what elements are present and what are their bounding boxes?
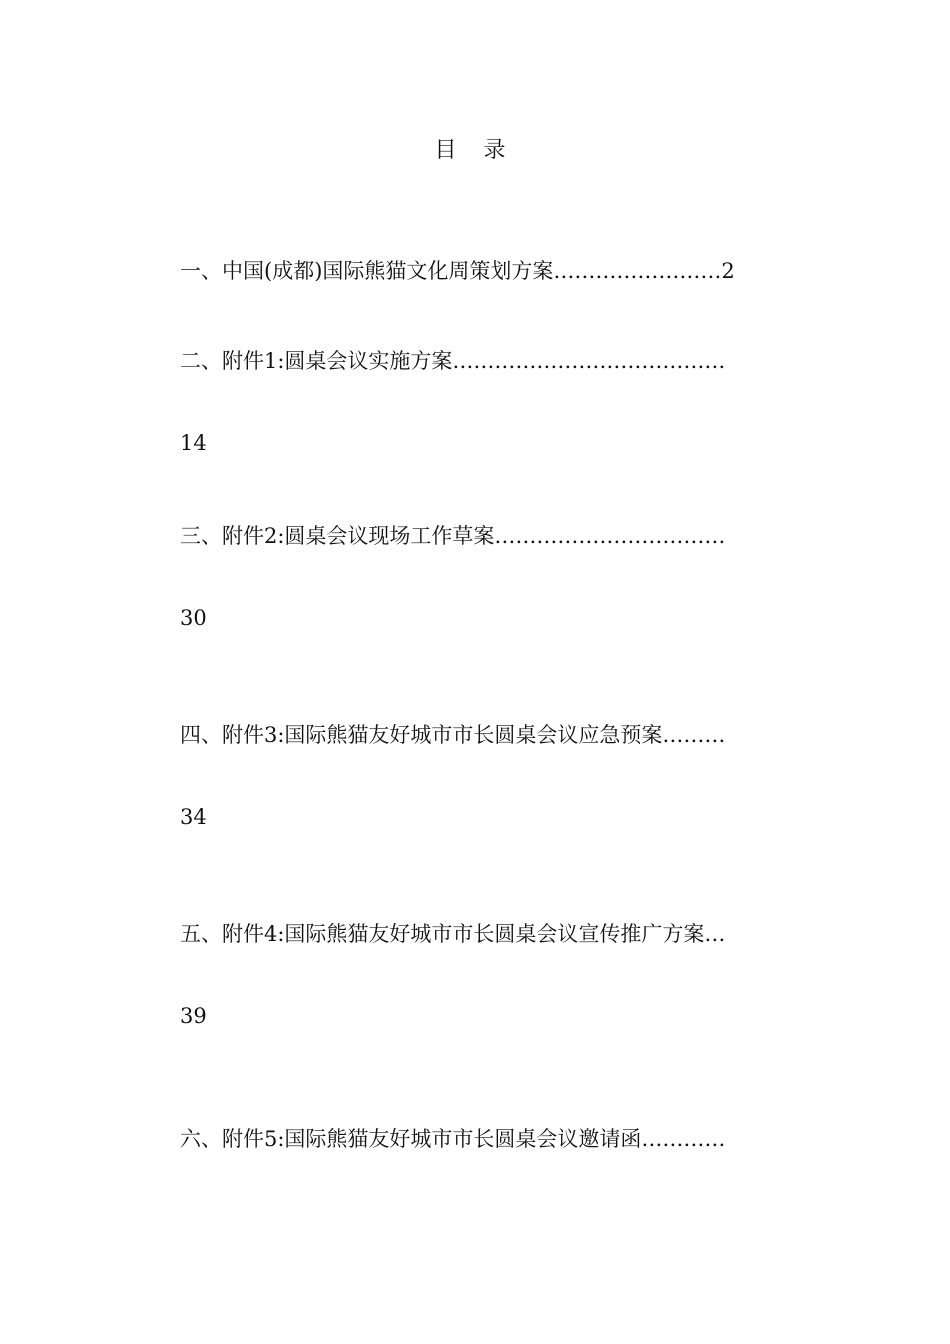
toc-entry-1: 一、中国(成都)国际熊猫文化周策划方案……………………2 <box>180 259 735 283</box>
toc-entry-5: 五、附件4:国际熊猫友好城市市长圆桌会议宣传推广方案… <box>180 922 726 946</box>
toc-entry-3: 三、附件2:圆桌会议现场工作草案…………………………… <box>180 524 726 548</box>
toc-entry-3-page: 30 <box>180 606 207 630</box>
toc-entry-2-page: 14 <box>180 431 207 455</box>
toc-entry-4-page: 34 <box>180 805 207 829</box>
toc-title: 目 录 <box>434 138 516 163</box>
toc-entry-2: 二、附件1:圆桌会议实施方案………………………………… <box>180 349 726 373</box>
toc-entry-4: 四、附件3:国际熊猫友好城市市长圆桌会议应急预案……… <box>180 723 726 747</box>
toc-entry-5-page: 39 <box>180 1004 207 1028</box>
toc-entry-6: 六、附件5:国际熊猫友好城市市长圆桌会议邀请函………… <box>180 1127 726 1151</box>
